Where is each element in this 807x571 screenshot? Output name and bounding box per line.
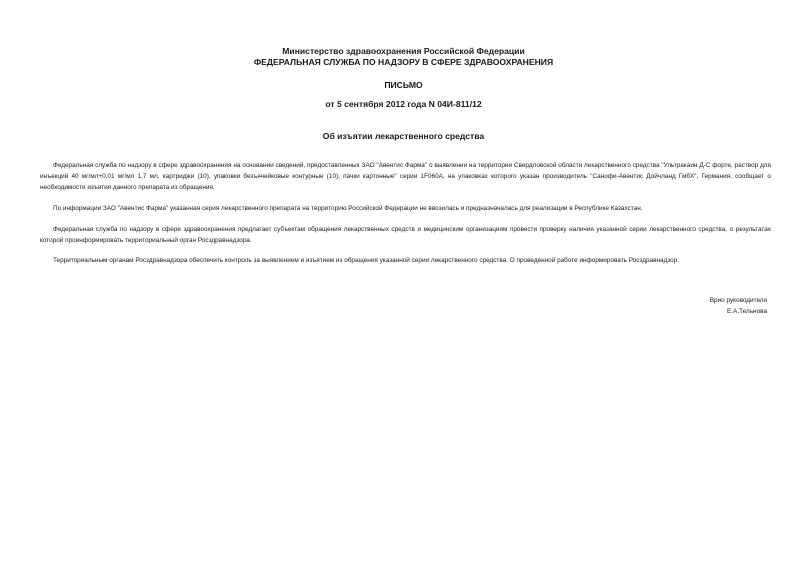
paragraph-text: По информации ЗАО "Авентис Фарма" указанная серия лекарственного препарата на территорию Российской Федерации не ввозилась и предназначалась для реализации в Республике Казахстан. (53, 205, 643, 212)
paragraph-text: Территориальным органам Росздравнадзора обеспечить контроль за выявлением и изъятием из обращения указанной серии лекарственного средства. О проведенной работе информировать Росздравнадзор. (53, 257, 680, 264)
signature-role: Врио руководителя (709, 297, 767, 304)
document-subject: Об изъятии лекарственного средства (322, 131, 485, 141)
paragraph-3 (40, 224, 771, 246)
signature-name: Е.А.Тельнова (727, 308, 767, 315)
paragraph-text: Федеральная служба по надзору в сфере здравоохранения на основании сведений, предоставленных ЗАО "Авентис Фарма" о выявлении на территории Свердловской области лекарственного средства "Ультракаин Д-С форте, раствор для инъекций 40 мг/мл+0,01 мг/мл 1,7 мл, картриджи (10), упаковки безъячейковые контурные (10), пачки картонные" серии 1F060A, на упаковках которого указан производитель "Санофи-Авентис Дойчланд ГмбХ", Германия, сообщает о необходимости изъятия данного препарата из обращения. (40, 162, 771, 191)
paragraph-2 (40, 203, 771, 214)
document-date-number: от 5 сентября 2012 года N 04И-811/12 (325, 99, 482, 109)
paragraph-text: Федеральная служба по надзору в сфере здравоохранения предлагает субъектам обращения лекарственных средств и медицинским организациям провести проверку наличия указанной серии лекарственного средства, о результатах которой проинформировать территориальный орган Росздравнадзора. (40, 226, 771, 244)
paragraph-4 (40, 255, 771, 266)
paragraph-1 (40, 160, 771, 193)
ministry-heading: Министерство здравоохранения Российской Федерации (282, 46, 525, 56)
service-heading: ФЕДЕРАЛЬНАЯ СЛУЖБА ПО НАДЗОРУ В СФЕРЕ ЗДРАВООХРАНЕНИЯ (253, 57, 554, 67)
document-type-heading: ПИСЬМО (384, 80, 423, 90)
